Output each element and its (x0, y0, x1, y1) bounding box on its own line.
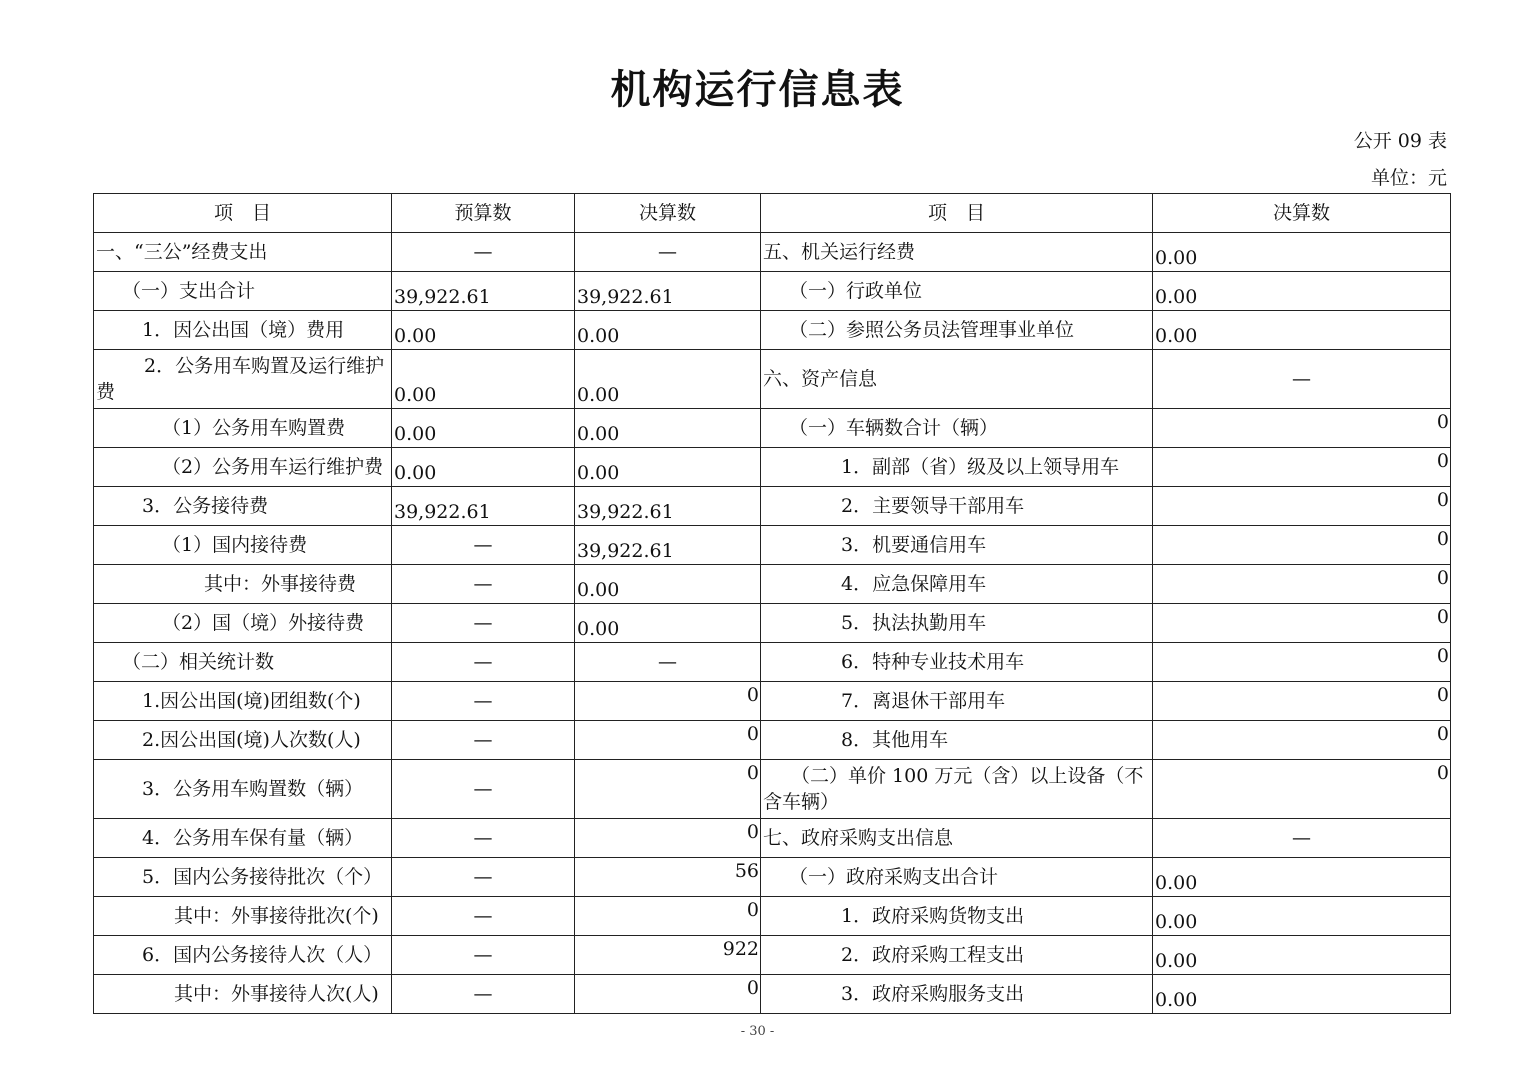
row-label: 4．公务用车保有量（辆） (94, 819, 392, 858)
right-label: 3．政府采购服务支出 (761, 975, 1153, 1014)
budget-value: — (392, 526, 575, 565)
budget-value: 0.00 (392, 311, 575, 350)
table-row (94, 936, 1451, 975)
header-item-left: 项 目 (94, 194, 392, 233)
row-label: （1）公务用车购置费 (94, 409, 392, 448)
right-label: 7．离退休干部用车 (761, 682, 1153, 721)
budget-value: — (392, 819, 575, 858)
right-value: 0 (1153, 682, 1451, 721)
final-value: 0.00 (575, 409, 761, 448)
right-value: 0 (1153, 643, 1451, 682)
right-label: 8．其他用车 (761, 721, 1153, 760)
row-label: （1）国内接待费 (94, 526, 392, 565)
table-code: 公开 09 表 (1353, 130, 1447, 152)
right-value: 0 (1153, 487, 1451, 526)
header-item-right: 项 目 (761, 194, 1153, 233)
right-value: 0.00 (1153, 311, 1451, 350)
right-label: （一）车辆数合计（辆） (761, 409, 1153, 448)
budget-value: — (392, 936, 575, 975)
budget-value: — (392, 643, 575, 682)
right-label: （二）参照公务员法管理事业单位 (761, 311, 1153, 350)
right-value: 0 (1153, 604, 1451, 643)
right-label: 七、政府采购支出信息 (761, 819, 1153, 858)
row-label: 其中：外事接待批次(个) (94, 897, 392, 936)
right-label: 六、资产信息 (761, 350, 1153, 409)
unit-label: 单位：元 (1370, 167, 1447, 189)
table-row (94, 565, 1451, 604)
info-table (93, 193, 1451, 1014)
final-value: 0 (575, 975, 761, 1014)
table-row (94, 272, 1451, 311)
table-row (94, 897, 1451, 936)
row-label: 1．因公出国（境）费用 (94, 311, 392, 350)
table-row (94, 604, 1451, 643)
budget-value: 39,922.61 (392, 272, 575, 311)
budget-value: — (392, 721, 575, 760)
final-value: 39,922.61 (575, 526, 761, 565)
header-final-left: 决算数 (575, 194, 761, 233)
table-row (94, 819, 1451, 858)
final-value: 0 (575, 721, 761, 760)
budget-value: 0.00 (392, 350, 575, 409)
final-value: 922 (575, 936, 761, 975)
table-row (94, 311, 1451, 350)
row-label: 一、“三公”经费支出 (94, 233, 392, 272)
table-row (94, 487, 1451, 526)
row-label: 其中：外事接待人次(人) (94, 975, 392, 1014)
right-label: （一）政府采购支出合计 (761, 858, 1153, 897)
right-label: 1．副部（省）级及以上领导用车 (761, 448, 1153, 487)
budget-value: — (392, 760, 575, 819)
row-label: 3．公务用车购置数（辆） (94, 760, 392, 819)
right-value: 0.00 (1153, 975, 1451, 1014)
right-value: 0.00 (1153, 233, 1451, 272)
header-budget: 预算数 (392, 194, 575, 233)
right-value: 0.00 (1153, 272, 1451, 311)
final-value: 0.00 (575, 350, 761, 409)
right-value: 0 (1153, 760, 1451, 819)
table-row (94, 682, 1451, 721)
row-label: 其中：外事接待费 (94, 565, 392, 604)
table-row (94, 233, 1451, 272)
final-value: 0.00 (575, 565, 761, 604)
right-label: 3．机要通信用车 (761, 526, 1153, 565)
budget-value: — (392, 565, 575, 604)
budget-value: 0.00 (392, 448, 575, 487)
table-header-row (94, 194, 1451, 233)
final-value: — (575, 233, 761, 272)
budget-value: — (392, 604, 575, 643)
right-value: 0.00 (1153, 858, 1451, 897)
row-label: 5．国内公务接待批次（个） (94, 858, 392, 897)
final-value: 39,922.61 (575, 272, 761, 311)
budget-value: — (392, 975, 575, 1014)
table-row (94, 975, 1451, 1014)
table-row (94, 526, 1451, 565)
row-label: （2）国（境）外接待费 (94, 604, 392, 643)
row-label: 1.因公出国(境)团组数(个) (94, 682, 392, 721)
final-value: 0.00 (575, 604, 761, 643)
table-row (94, 350, 1451, 409)
final-value: 39,922.61 (575, 487, 761, 526)
right-value: 0 (1153, 721, 1451, 760)
right-label: 4．应急保障用车 (761, 565, 1153, 604)
row-label: 2.因公出国(境)人次数(人) (94, 721, 392, 760)
right-value: 0 (1153, 526, 1451, 565)
right-label: 2．政府采购工程支出 (761, 936, 1153, 975)
right-label: 6．特种专业技术用车 (761, 643, 1153, 682)
table-row (94, 409, 1451, 448)
right-label: 五、机关运行经费 (761, 233, 1153, 272)
table-row (94, 858, 1451, 897)
row-label: 6．国内公务接待人次（人） (94, 936, 392, 975)
right-label: （一）行政单位 (761, 272, 1153, 311)
right-value: — (1153, 350, 1451, 409)
budget-value: 0.00 (392, 409, 575, 448)
row-label: 2．公务用车购置及运行维护费 (94, 350, 392, 409)
right-value: 0 (1153, 409, 1451, 448)
table-row (94, 760, 1451, 819)
row-label: （二）相关统计数 (94, 643, 392, 682)
table-row (94, 721, 1451, 760)
final-value: 56 (575, 858, 761, 897)
right-label: 5．执法执勤用车 (761, 604, 1153, 643)
page-title: 机构运行信息表 (610, 67, 905, 113)
final-value: 0.00 (575, 448, 761, 487)
right-value: 0.00 (1153, 936, 1451, 975)
budget-value: 39,922.61 (392, 487, 575, 526)
budget-value: — (392, 897, 575, 936)
right-label: 2．主要领导干部用车 (761, 487, 1153, 526)
table-row (94, 643, 1451, 682)
final-value: — (575, 643, 761, 682)
header-final-right: 决算数 (1153, 194, 1451, 233)
page-number: - 30 - (740, 1024, 775, 1039)
row-label: （2）公务用车运行维护费 (94, 448, 392, 487)
right-label: （二）单价 100 万元（含）以上设备（不含车辆） (761, 760, 1153, 819)
right-value: 0 (1153, 565, 1451, 604)
final-value: 0 (575, 682, 761, 721)
table-row (94, 448, 1451, 487)
budget-value: — (392, 233, 575, 272)
right-label: 1．政府采购货物支出 (761, 897, 1153, 936)
right-value: — (1153, 819, 1451, 858)
right-value: 0.00 (1153, 897, 1451, 936)
final-value: 0 (575, 760, 761, 819)
final-value: 0 (575, 819, 761, 858)
row-label: （一）支出合计 (94, 272, 392, 311)
budget-value: — (392, 682, 575, 721)
final-value: 0 (575, 897, 761, 936)
right-value: 0 (1153, 448, 1451, 487)
budget-value: — (392, 858, 575, 897)
row-label: 3．公务接待费 (94, 487, 392, 526)
final-value: 0.00 (575, 311, 761, 350)
